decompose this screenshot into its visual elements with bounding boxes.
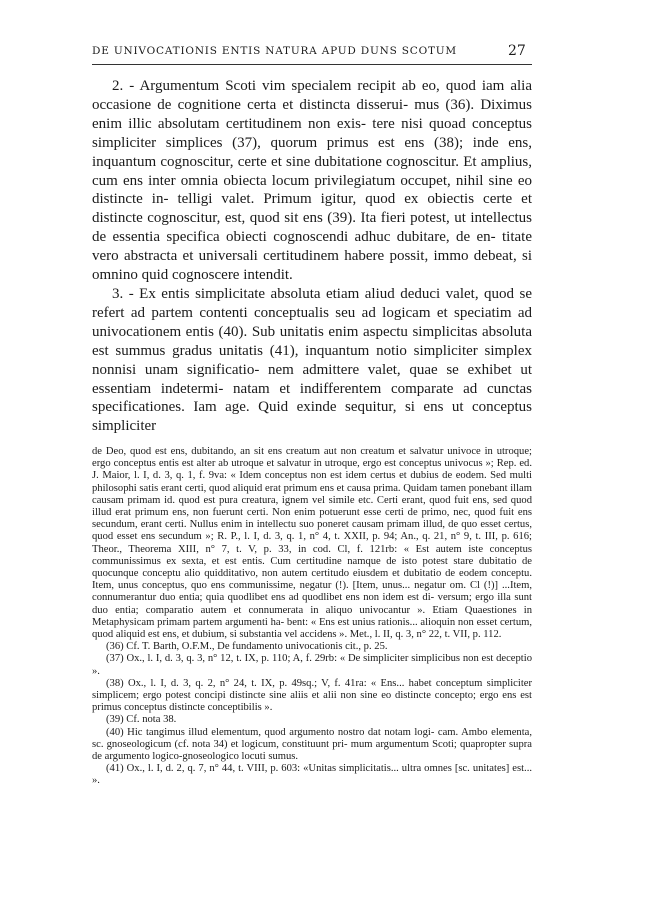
page-number: 27 bbox=[508, 43, 526, 59]
running-title: DE UNIVOCATIONIS ENTIS NATURA APUD DUNS SCOTUM bbox=[92, 45, 457, 57]
paragraph-3: 3. - Ex entis simplicitate absoluta etiam aliud deduci valet, quod se refert ad partem contenti conceptualis seu ad logicam et speciatim ad univocationem entis (40). Sub unitatis enim aspectu simplicitas absoluta est summus gradus unitatis (41), inquantum notio simpliciter simplex nonnisi unam significatio- nem admittere valet, quae se exhibet ut essentiam indetermi- natam et indifferentem comparate ad cunctas specificationes. Iam age. Quid exinde sequitur, si ens ut conceptus simpliciter bbox=[92, 285, 532, 435]
footnote-38: (38) Ox., l. I, d. 3, q. 2, n° 24, t. IX, p. 49sq.; V, f. 41ra: « Ens... habet conceptum simpliciter simplicem; ergo potest concipi distincte sine aliis et alii non sine eo distincte concepto; ergo ens est primus conceptus distincte conceptibilis ». bbox=[92, 677, 532, 714]
header-rule bbox=[92, 64, 532, 65]
footnote-36: (36) Cf. T. Barth, O.F.M., De fundamento univocationis cit., p. 25. bbox=[106, 641, 388, 653]
footnotes bbox=[92, 446, 532, 788]
footnote-41: (41) Ox., l. I, d. 2, q. 7, n° 44, t. VIII, p. 603: «Unitas simplicitatis... ultra omnes [sc. unitates] est... ». bbox=[92, 763, 532, 787]
main-text bbox=[92, 77, 532, 436]
paragraph-2: 2. - Argumentum Scoti vim specialem recipit ab eo, quod iam alia occasione de cognitione certa et distincta disserui- mus (36). Diximus enim illic absolutam certitudinem non exis- tere nisi quoad conceptus simpliciter simplices (37), quorum primus est ens (38); inde ens, inquantum cognoscitur, certe et sine dubitatione cognoscitur. Et amplius, cum ens inter omnia obiecta locum privilegiatum occupet, nihil sine eo distincte in- telligi valet. Primum igitur, quod ex obiectis certe et distincte cognoscitur, est, quod sit ens (39). Ita fieri potest, ut intellectus de essentia specifica obiecti cognoscendi adhuc dubitare, de en- titate vero abstracta et universali certitudinem habere possit, immo debeat, si omnino quid cognoscere intendit. bbox=[92, 78, 532, 284]
footnote-37: (37) Ox., l. I, d. 3, q. 3, n° 12, t. IX, p. 110; A, f. 29rb: « De simpliciter simplicibus non est deceptio ». bbox=[92, 653, 532, 677]
footnote-39: (39) Cf. nota 38. bbox=[106, 714, 177, 726]
footnote-continuation: de Deo, quod est ens, dubitando, an sit ens creatum aut non creatum et salvatur univoce in utroque; ergo conceptus entis est alter ab utroque et salvatur in utroque, ergo est conceptus univocus »; Rep. ed. J. Maior, l. I, d. 3, q. 1, f. 9va: « Idem conceptus non est idem certus et dubius de eodem. Sed multi philosophi satis erant certi, quod aliquid erat primum ens et causa prima. Quidam tamen ponebant illam causam primam id. quod est pura creatura, ignem vel simile etc. Certi erant, quod fuit ens, sed quod illud erat primum ens, non fuerunt certi. Non enim potuerunt esse certi de primo, nec, quod fuit ens secundum, erant certi. Nullus enim in intellectu suo poneret causam primam illud, de quo esset certus, quod esset ens secundum »; R. P., l. I, d. 3, q. 1, n° 4, t. XXII, p. 94; An., q. 21, n° 9, t. III, p. 616; Theor., Theorema XIII, n° 7, t. V, p. 33, in cod. Cl, f. 121rb: « Est autem iste conceptus communissimus ex sexta, et est entis. Cum certitudine namque de isto potest stare dubitatio de quocunque conceptu alio quidditativo, non autem certitudo eiusdem et dubitatio de eodem conceptu. Item, unus conceptus, quo ens communissime, negatur (!). [Item, unus... negatur om. Cl (!)] ...Item, connumerantur duo entia; quia quodlibet ens ad quodlibet ens non idem est di- versum; ergo illa sunt duo entia; comparatio autem et connumerata in aliquo univocantur ». Etiam Quaestiones in Metaphysicam primam partem argumenti ha- bent: « Ens est unius rationis... alioquin non esset certum, quod aliquid est ens, et dubium, si substantia vel accidens ». Met., l. II, q. 3, n° 22, t. VII, p. 112. bbox=[92, 446, 532, 641]
footnote-40: (40) Hic tangimus illud elementum, quod argumento nostro dat notam logi- cam. Ambo elementa, sc. gnoseologicum (cf. nota 34) et logicum, constituunt pri- mum argumentum Scoti; quapropter supra de argumento logico-gnoseologico locuti sumus. bbox=[92, 726, 532, 763]
